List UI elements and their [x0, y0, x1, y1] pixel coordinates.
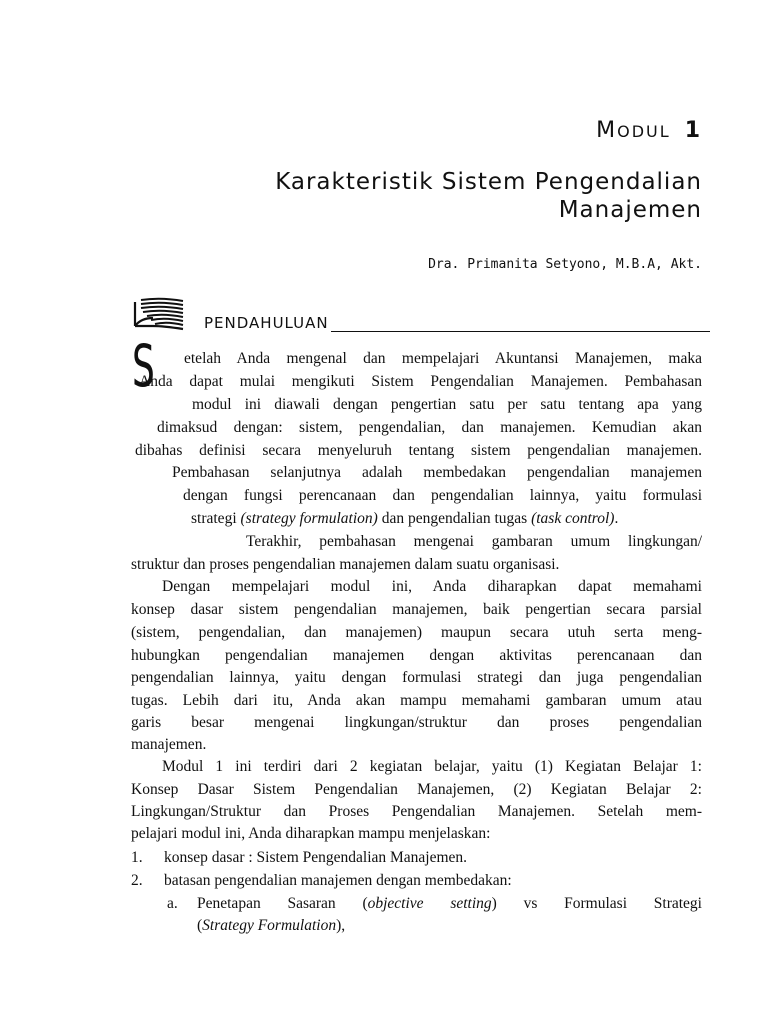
text-run: ),: [336, 917, 346, 934]
body-line: Terakhir, pembahasan mengenai gambaran umum lingkungan/: [246, 533, 702, 550]
body-line: [191, 508, 702, 529]
title-line: Manajemen: [558, 197, 702, 223]
module-label: [596, 118, 702, 143]
text-run: Penetapan Sasaran (: [197, 895, 368, 912]
section-heading-text: PENDAHULUAN: [204, 314, 329, 332]
body-line: tugas. Lebih dari itu, Anda akan mampu memahami gambaran umum atau: [131, 692, 702, 709]
module-number: 1: [684, 118, 702, 143]
body-line: hubungkan pengendalian manajemen dengan aktivitas perencanaan dan: [131, 647, 702, 664]
body-line: modul ini diawali dengan pengertian satu per satu tentang apa yang: [192, 396, 702, 413]
book-pages-icon: [133, 296, 185, 332]
body-line: dengan fungsi perencanaan dan pengendalian lainnya, yaitu formulasi: [183, 487, 702, 504]
body-line: Anda dapat mulai mengikuti Sistem Pengendalian Manajemen. Pembahasan: [139, 373, 702, 390]
list-item: batasan pengendalian manajemen dengan membedakan:: [164, 872, 512, 889]
body-line: (sistem, pengendalian, dan manajemen) maupun secara utuh serta meng-: [131, 624, 702, 641]
text-run: (: [197, 917, 203, 934]
title-line: Karakteristik Sistem Pengendalian: [275, 169, 702, 195]
section-heading: [204, 314, 710, 332]
sublist-label: a.: [167, 895, 178, 912]
text-run: .: [614, 510, 619, 527]
body-line: pelajari modul ini, Anda diharapkan mampu menjelaskan:: [131, 825, 491, 842]
modul-letter: L: [659, 122, 671, 141]
italic-term: (task control): [531, 510, 615, 527]
body-line: Pembahasan selanjutnya adalah membedakan pengendalian manajemen: [172, 464, 702, 481]
body-line: dibahas definisi secara menyeluruh tentang sistem pengendalian manajemen.: [135, 442, 702, 459]
list-item: konsep dasar : Sistem Pengendalian Manajemen.: [164, 849, 468, 866]
list-number: 2.: [131, 872, 143, 889]
sublist-item: [197, 893, 702, 914]
text-run: dan pengendalian tugas: [377, 510, 532, 527]
module-title: [275, 168, 702, 224]
body-line: konsep dasar sistem pengendalian manajemen, baik pengertian secara parsial: [131, 601, 702, 618]
sublist-item-continued: [197, 915, 345, 936]
modul-letter: M: [596, 118, 618, 143]
modul-letter: O: [617, 122, 632, 141]
body-line: Konsep Dasar Sistem Pengendalian Manajemen, (2) Kegiatan Belajar 2:: [131, 781, 702, 798]
list-number: 1.: [131, 849, 143, 866]
drop-cap: S: [132, 332, 155, 400]
author-name: Dra. Primanita Setyono, M.B.A, Akt.: [428, 257, 702, 272]
modul-letter: U: [646, 122, 660, 141]
body-line: dimaksud dengan: sistem, pengendalian, dan manajemen. Kemudian akan: [157, 419, 702, 436]
italic-term: (strategy formulation): [240, 510, 378, 527]
body-line: Dengan mempelajari modul ini, Anda diharapkan dapat memahami: [162, 578, 702, 595]
italic-term: Strategy Formulation: [202, 917, 337, 934]
modul-letter: D: [631, 122, 647, 141]
body-line: manajemen.: [131, 736, 207, 753]
body-line: etelah Anda mengenal dan mempelajari Akuntansi Manajemen, maka: [184, 350, 702, 367]
heading-rule: [331, 317, 710, 332]
body-line: pengendalian lainnya, yaitu dengan formulasi strategi dan juga pengendalian: [131, 669, 702, 686]
italic-term: objective setting: [367, 895, 492, 912]
body-line: struktur dan proses pengendalian manajemen dalam suatu organisasi.: [131, 556, 560, 573]
text-run: strategi: [191, 510, 241, 527]
body-line: Lingkungan/Struktur dan Proses Pengendalian Manajemen. Setelah mem-: [131, 803, 702, 820]
body-line: Modul 1 ini terdiri dari 2 kegiatan belajar, yaitu (1) Kegiatan Belajar 1:: [162, 758, 702, 775]
text-run: ) vs Formulasi Strategi: [491, 895, 702, 912]
body-line: garis besar mengenai lingkungan/struktur dan proses pengendalian: [131, 714, 702, 731]
